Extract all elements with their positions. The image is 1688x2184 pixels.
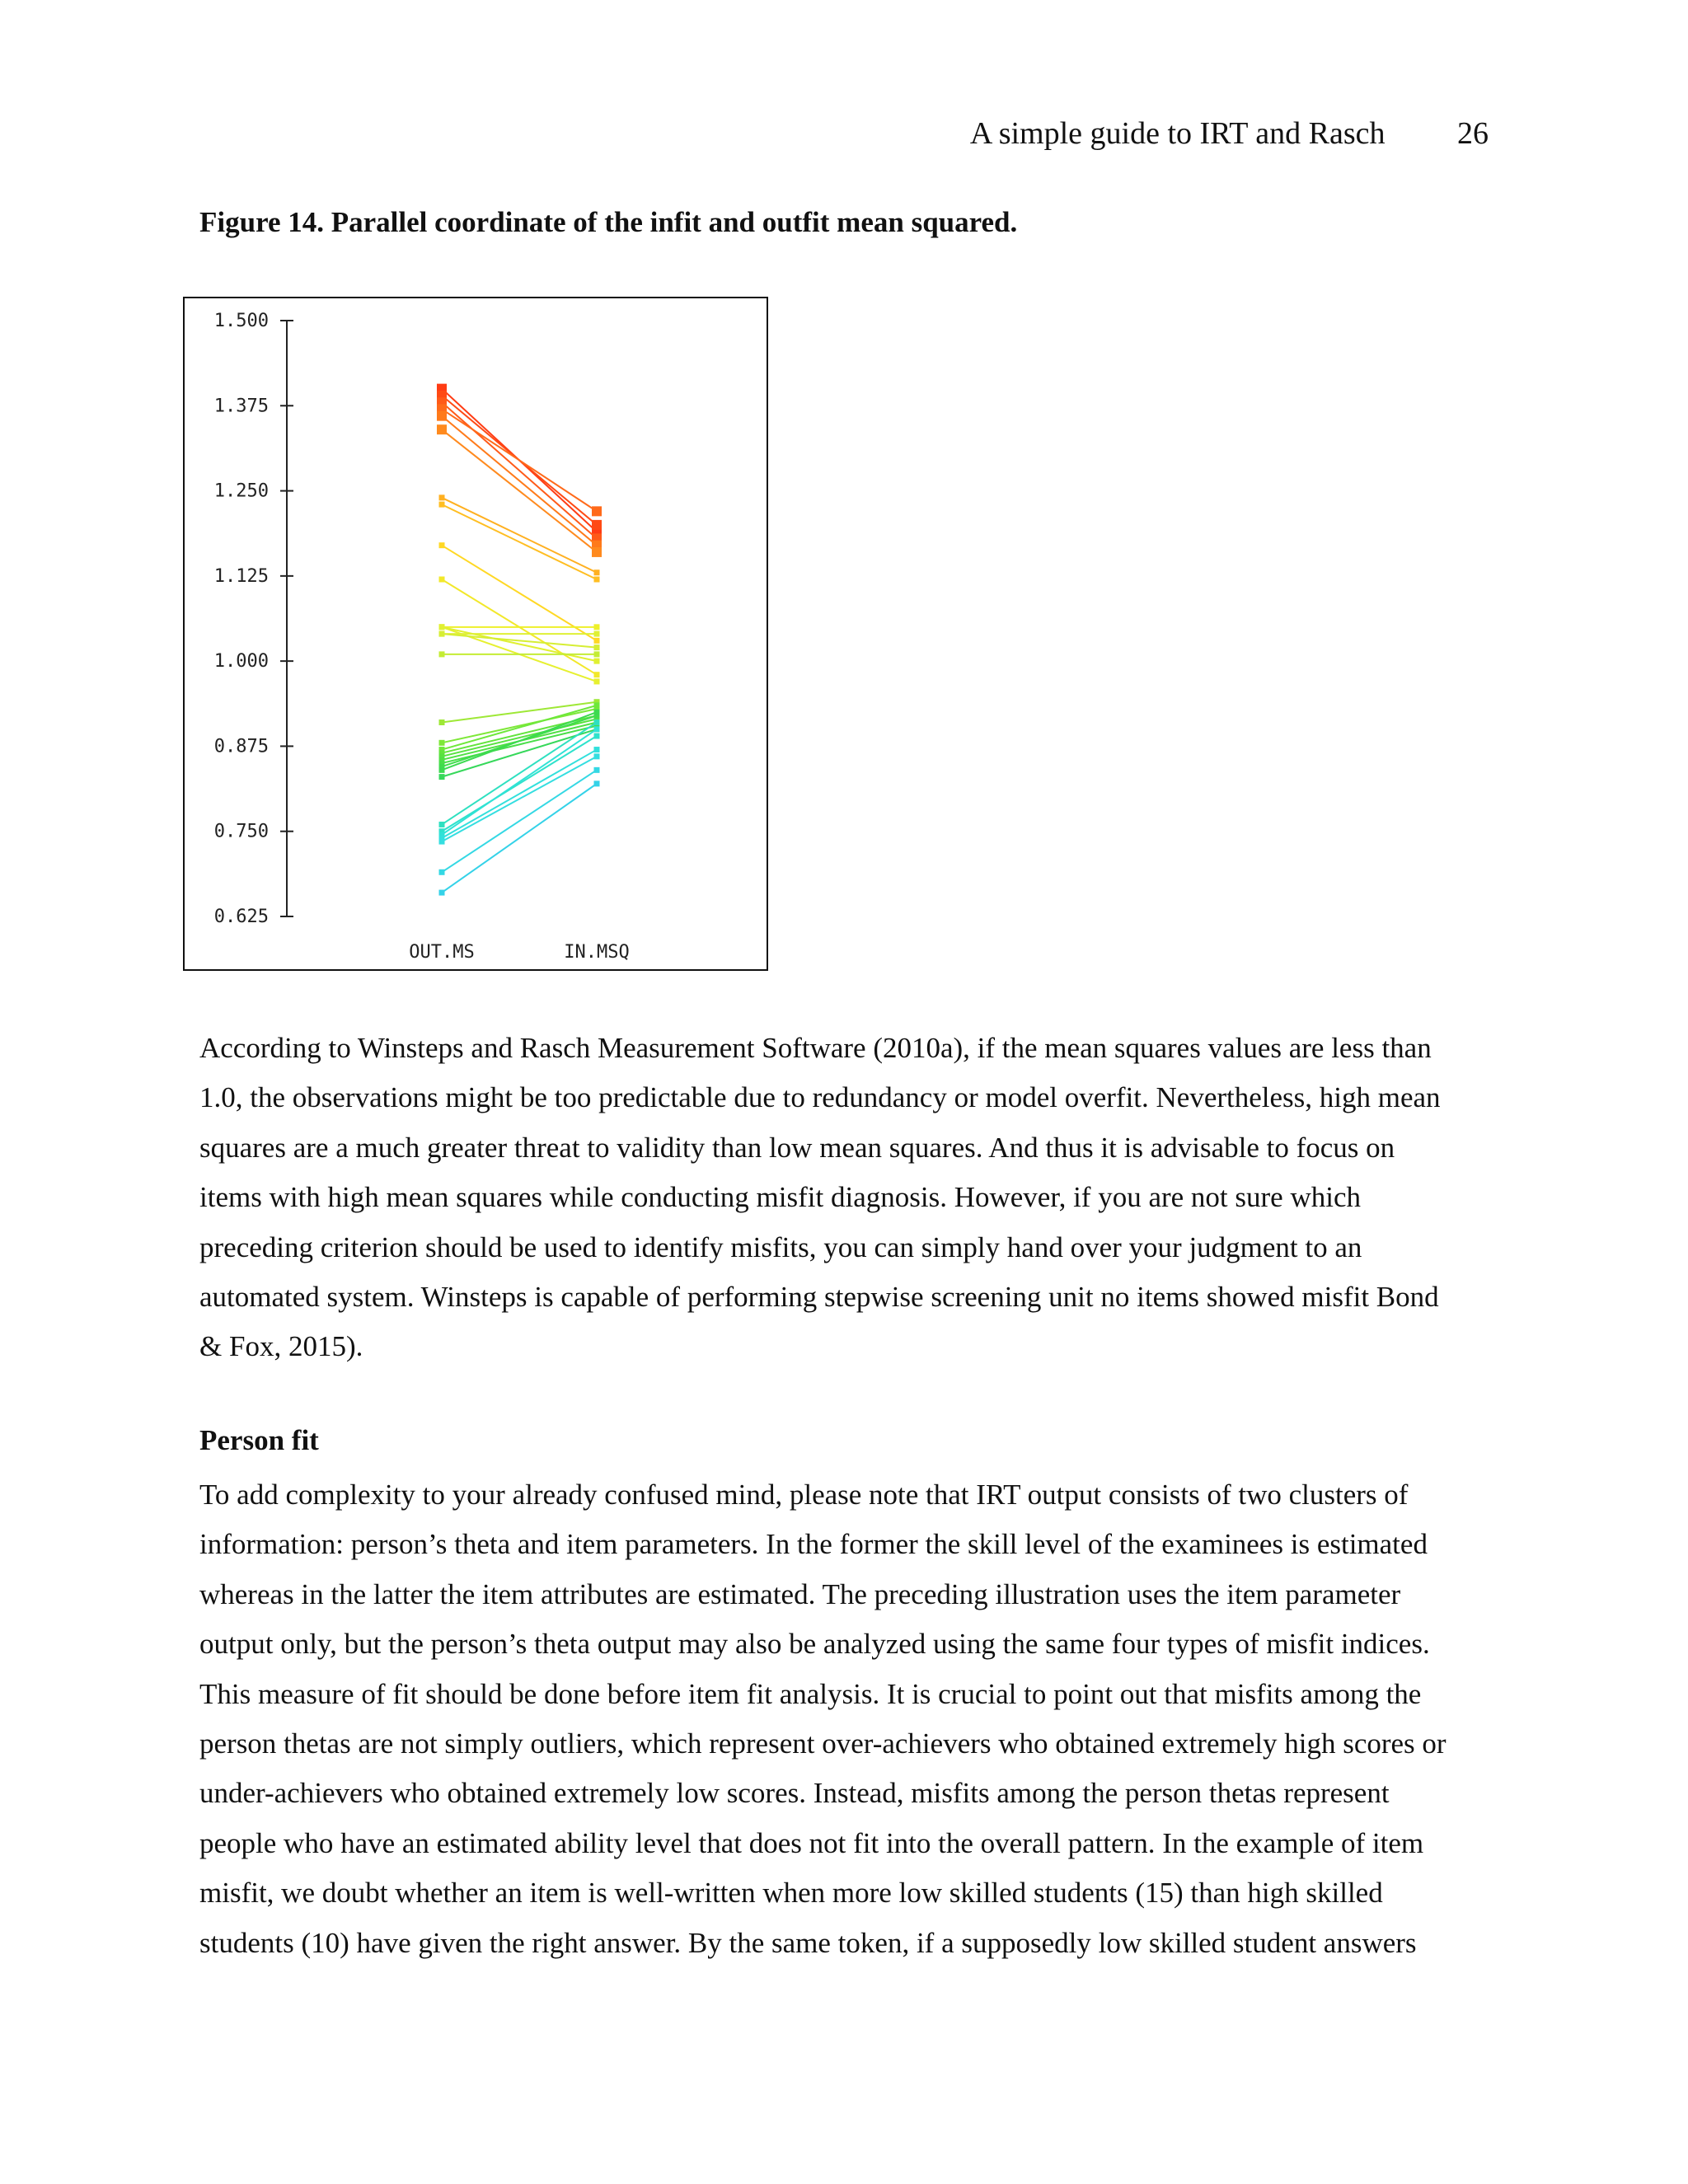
series-line bbox=[442, 409, 597, 511]
x-axis-label: IN.MSQ bbox=[564, 942, 630, 963]
y-tick-label: 1.125 bbox=[213, 565, 269, 587]
data-point bbox=[439, 890, 445, 896]
text-line: squares are a much greater threat to validity than low mean squares. And thus it is advisable to focus on bbox=[199, 1131, 1395, 1164]
text-line: automated system. Winsteps is capable of performing stepwise screening unit no items showed misfit Bond bbox=[199, 1281, 1439, 1314]
y-tick-label: 1.500 bbox=[213, 311, 269, 331]
text-line: information: person’s theta and item parameters. In the former the skill level of the examinees is estimated bbox=[199, 1528, 1428, 1561]
text-line: items with high mean squares while conducting misfit diagnosis. However, if you are not sure which bbox=[199, 1181, 1362, 1214]
data-point bbox=[592, 506, 602, 516]
text-line: 1.0, the observations might be too predictable due to redundancy or model overfit. Nevertheless, high mean bbox=[199, 1081, 1441, 1114]
running-head-title: A simple guide to IRT and Rasch bbox=[969, 116, 1386, 151]
data-point bbox=[439, 740, 445, 746]
text-line: under-achievers who obtained extremely low scores. Instead, misfits among the person thetas represent bbox=[199, 1777, 1390, 1810]
y-ticks bbox=[214, 311, 293, 927]
data-point bbox=[594, 658, 600, 664]
paragraph-1 bbox=[199, 1024, 1493, 1372]
text-line: people who have an estimated ability level that does not fit into the overall pattern. In the example of item bbox=[199, 1826, 1424, 1859]
paragraph-2 bbox=[199, 1470, 1493, 1968]
data-point bbox=[594, 678, 600, 684]
data-point bbox=[594, 747, 600, 752]
data-point bbox=[437, 424, 447, 434]
y-tick-label: 1.250 bbox=[213, 480, 269, 502]
y-tick-label: 1.000 bbox=[213, 651, 269, 673]
series-line bbox=[442, 504, 597, 579]
data-point bbox=[439, 767, 445, 773]
y-tick-label: 0.625 bbox=[213, 907, 269, 927]
data-point bbox=[439, 719, 445, 725]
data-point bbox=[594, 651, 600, 657]
figure-caption: Figure 14. Parallel coordinate of the infit and outfit mean squared. bbox=[199, 206, 1018, 238]
data-point bbox=[439, 576, 445, 582]
data-point bbox=[594, 624, 600, 630]
data-point bbox=[594, 726, 600, 732]
data-point bbox=[439, 542, 445, 548]
chart-svg bbox=[185, 298, 767, 969]
section-heading: Person fit bbox=[199, 1424, 319, 1456]
data-point bbox=[439, 839, 445, 845]
text-line: & Fox, 2015). bbox=[199, 1330, 363, 1363]
y-tick-label: 0.750 bbox=[213, 821, 269, 842]
series-line bbox=[442, 784, 597, 893]
data-point bbox=[439, 869, 445, 875]
data-point bbox=[594, 719, 600, 725]
page-number: 26 bbox=[1457, 116, 1489, 151]
text-line: whereas in the latter the item attributes are estimated. The preceding illustration uses the item parameter bbox=[199, 1577, 1401, 1610]
parallel-coordinates-chart bbox=[183, 297, 768, 971]
text-line: This measure of fit should be done before item fit analysis. It is crucial to point out that misfits among the bbox=[199, 1677, 1422, 1710]
x-axis-labels bbox=[409, 942, 629, 963]
data-point bbox=[439, 651, 445, 657]
series-line bbox=[442, 712, 597, 770]
data-point bbox=[594, 672, 600, 677]
data-point bbox=[439, 631, 445, 637]
series-line bbox=[442, 627, 597, 661]
data-point bbox=[594, 569, 600, 575]
text-line: misfit, we doubt whether an item is well-written when more low skilled students (15) than high skilled bbox=[199, 1877, 1383, 1910]
data-point bbox=[594, 638, 600, 644]
x-axis-label: OUT.MS bbox=[409, 942, 475, 963]
series-lines bbox=[442, 389, 597, 893]
data-point bbox=[437, 411, 447, 421]
text-line: person thetas are not simply outliers, which represent over-achievers who obtained extremely high scores or bbox=[199, 1727, 1447, 1760]
y-tick-label: 1.375 bbox=[213, 396, 269, 417]
data-point bbox=[594, 710, 600, 715]
text-line: To add complexity to your already confused mind, please note that IRT output consists of two clusters of bbox=[199, 1479, 1409, 1511]
series-line bbox=[442, 634, 597, 648]
series-line bbox=[442, 750, 597, 838]
text-line: students (10) have given the right answer. By the same token, if a supposedly low skilled student answers bbox=[199, 1926, 1417, 1959]
series-line bbox=[442, 416, 597, 546]
data-point bbox=[439, 774, 445, 780]
data-point bbox=[439, 494, 445, 500]
y-tick-label: 0.875 bbox=[213, 736, 269, 757]
series-line bbox=[442, 402, 597, 538]
data-point bbox=[439, 502, 445, 508]
data-point bbox=[594, 767, 600, 773]
running-head bbox=[970, 115, 1489, 152]
data-point bbox=[594, 631, 600, 637]
data-point bbox=[594, 753, 600, 759]
data-point bbox=[594, 780, 600, 786]
data-point bbox=[594, 733, 600, 739]
data-point bbox=[439, 822, 445, 827]
text-line: output only, but the person’s theta output may also be analyzed using the same four types of misfit indices. bbox=[199, 1628, 1430, 1661]
data-point bbox=[594, 644, 600, 650]
data-point bbox=[439, 624, 445, 630]
text-line: According to Winsteps and Rasch Measurement Software (2010a), if the mean squares values are less than bbox=[199, 1032, 1432, 1064]
data-point bbox=[592, 547, 602, 557]
series-line bbox=[442, 429, 597, 552]
data-point bbox=[594, 576, 600, 582]
series-line bbox=[442, 770, 597, 872]
data-point bbox=[594, 702, 600, 708]
series-line bbox=[442, 498, 597, 573]
data-point bbox=[592, 520, 602, 530]
text-line: preceding criterion should be used to identify misfits, you can simply hand over your judgment to an bbox=[199, 1230, 1362, 1263]
